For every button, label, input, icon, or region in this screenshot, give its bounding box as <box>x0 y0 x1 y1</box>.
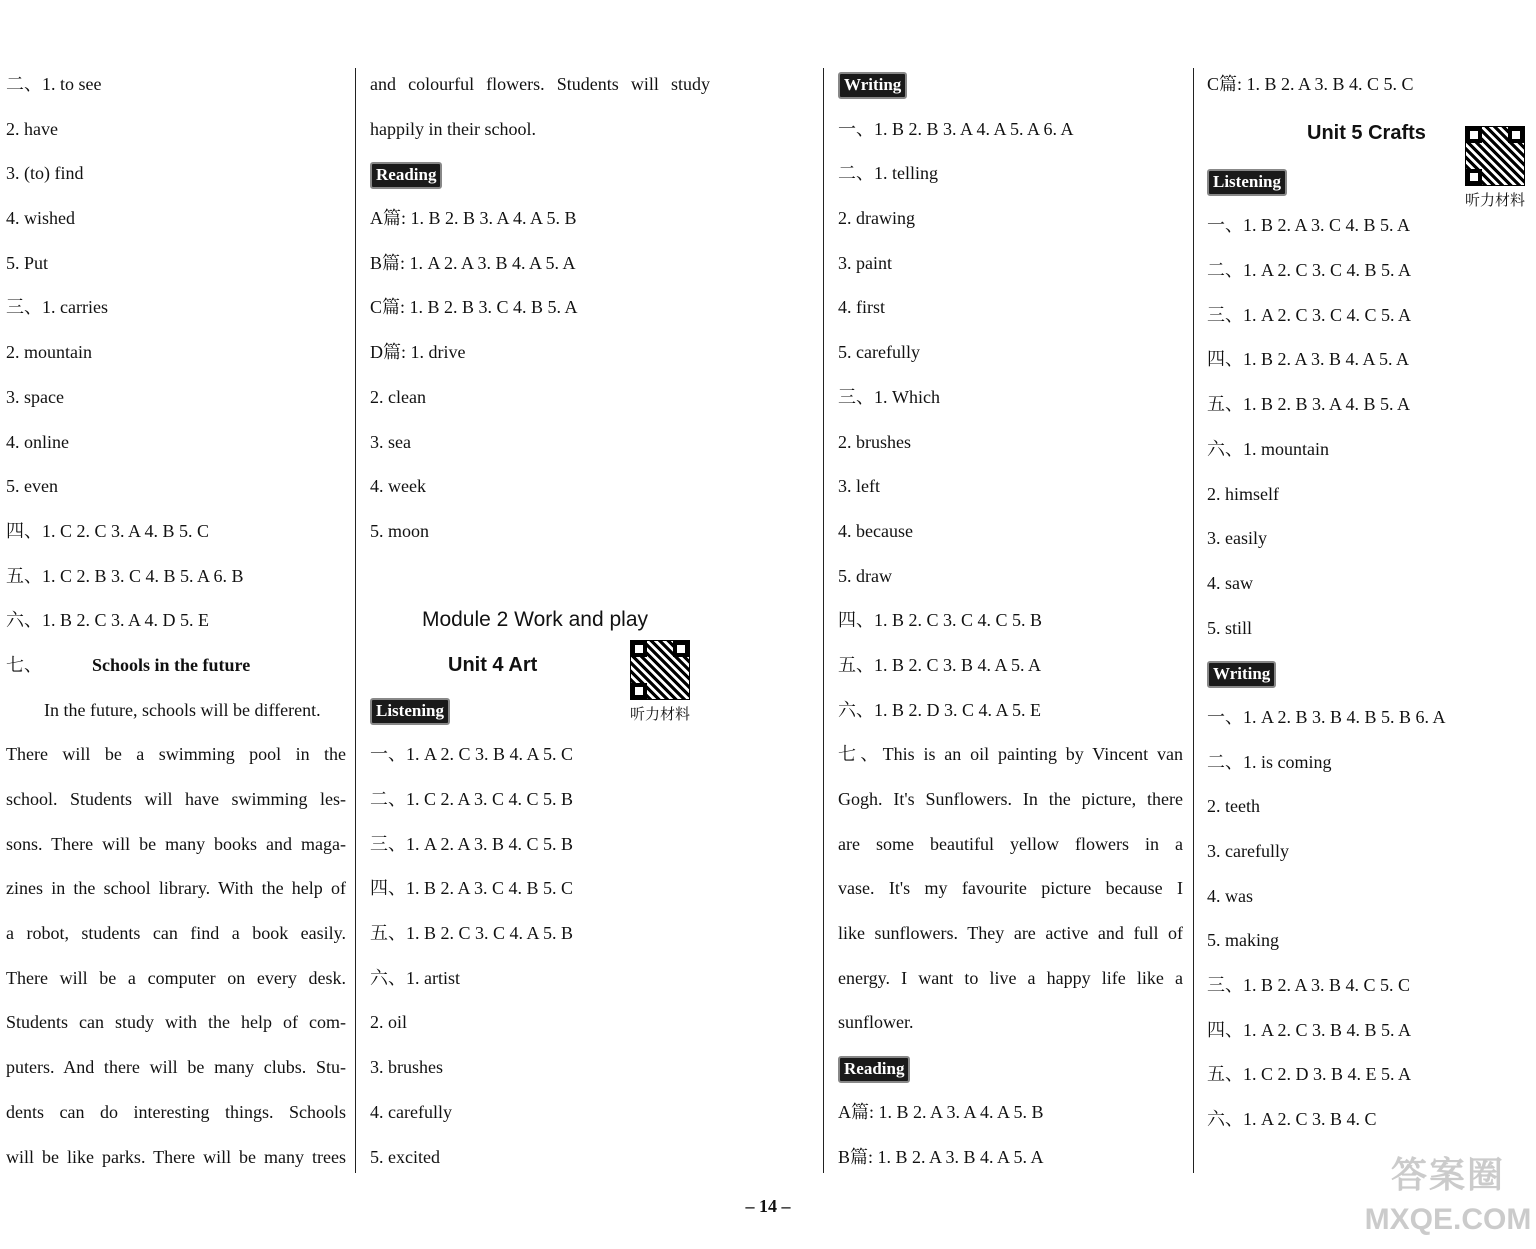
answer-column-2 <box>370 62 710 1179</box>
answer-line <box>6 285 346 330</box>
answer-line <box>370 330 710 375</box>
answer-text: 3. left <box>838 476 880 497</box>
answer-text: are some beautiful yellow flowers in a <box>838 833 1183 854</box>
answer-text: A篇: 1. B 2. B 3. A 4. A 5. B <box>370 208 577 229</box>
answer-text: 5. still <box>1207 617 1253 638</box>
answer-text: 2. mountain <box>6 342 92 363</box>
answer-text: 一、1. A 2. C 3. B 4. A 5. C <box>370 744 574 765</box>
answer-text: 4. because <box>838 520 913 541</box>
answer-line <box>6 688 346 733</box>
answer-line <box>1207 695 1532 740</box>
answer-text: 2. himself <box>1207 483 1279 504</box>
answer-text: C篇: 1. B 2. B 3. C 4. B 5. A <box>370 297 578 318</box>
answer-line <box>370 1000 710 1045</box>
answer-text: 3. space <box>6 386 64 407</box>
qr-label: 听力材料 <box>1465 191 1526 209</box>
answer-text: 4. first <box>838 297 885 318</box>
answer-text: 3. (to) find <box>6 163 84 184</box>
answer-line <box>370 822 710 867</box>
answer-line <box>6 956 346 1001</box>
answer-text: dents can do interesting things. Schools <box>6 1101 346 1122</box>
section-tag: Writing <box>1207 661 1276 688</box>
answer-line <box>370 1090 710 1135</box>
answer-text: a robot, students can find a book easily. <box>6 923 346 944</box>
answer-text: 四、1. A 2. C 3. B 4. B 5. A <box>1207 1019 1412 1040</box>
answer-line <box>6 822 346 867</box>
answer-line <box>838 420 1183 465</box>
answer-line <box>370 285 710 330</box>
answer-column-1 <box>6 62 346 1179</box>
answer-line <box>1207 1052 1532 1097</box>
answer-text: 4. online <box>6 431 69 452</box>
answer-text: 2. teeth <box>1207 796 1260 817</box>
answer-text: 二、1. is coming <box>1207 751 1332 772</box>
section-heading <box>370 151 710 196</box>
answer-line <box>1207 829 1532 874</box>
column-divider <box>823 68 824 1173</box>
answer-text: sunflower. <box>838 1012 914 1033</box>
answer-text: 五、1. C 2. B 3. C 4. B 5. A 6. B <box>6 565 244 586</box>
answer-line <box>370 464 710 509</box>
column-divider <box>355 68 356 1173</box>
answer-line <box>370 1135 710 1180</box>
answer-text: 一、1. B 2. A 3. C 4. B 5. A <box>1207 215 1411 236</box>
answer-text: 3. sea <box>370 431 411 452</box>
answer-line <box>1207 784 1532 829</box>
answer-line <box>370 509 710 554</box>
listening-qr-code[interactable] <box>630 640 690 724</box>
answer-text: 3. brushes <box>370 1057 443 1078</box>
section-tag: Listening <box>1207 169 1287 196</box>
answer-text: 三、1. B 2. A 3. B 4. C 5. C <box>1207 975 1411 996</box>
answer-line <box>6 1090 346 1135</box>
answer-text: 4. week <box>370 476 426 497</box>
answer-line <box>1207 293 1532 338</box>
answer-text: 四、1. B 2. A 3. C 4. B 5. C <box>370 878 574 899</box>
answer-text: and colourful flowers. Students will study <box>370 74 710 94</box>
answer-text: 一、1. A 2. B 3. B 4. B 5. B 6. A <box>1207 706 1446 727</box>
answer-text: 3. easily <box>1207 528 1267 549</box>
answer-text: 二、1. telling <box>838 163 938 184</box>
answer-text: 2. oil <box>370 1012 408 1033</box>
answer-text: sons. There will be many books and maga- <box>6 833 346 854</box>
answer-text: 二、1. A 2. C 3. C 4. B 5. A <box>1207 260 1412 281</box>
answer-text: 六、1. B 2. D 3. C 4. A 5. E <box>838 699 1042 720</box>
answer-line <box>370 62 710 107</box>
answer-text: C篇: 1. B 2. A 3. B 4. C 5. C <box>1207 74 1414 94</box>
answer-text: 3. paint <box>838 252 892 273</box>
answer-line <box>6 1135 346 1180</box>
section-tag: Reading <box>370 162 442 189</box>
answer-line <box>6 420 346 465</box>
answer-line <box>6 1000 346 1045</box>
answer-line <box>370 1045 710 1090</box>
answer-text: 2. brushes <box>838 431 911 452</box>
answer-text: A篇: 1. B 2. A 3. A 4. A 5. B <box>838 1101 1044 1122</box>
answer-line <box>6 330 346 375</box>
answer-line <box>838 688 1183 733</box>
answer-line <box>838 911 1183 956</box>
module-title: Module 2 Work and play <box>421 608 649 632</box>
answer-line <box>838 866 1183 911</box>
answer-line <box>370 241 710 286</box>
answer-text: 六、1. B 2. C 3. A 4. D 5. E <box>6 610 210 631</box>
answer-line <box>6 151 346 196</box>
answer-text: will be like parks. There will be many trees <box>6 1146 346 1167</box>
answer-line <box>6 196 346 241</box>
answer-text: 2. clean <box>370 386 426 407</box>
answer-line <box>838 330 1183 375</box>
answer-line <box>838 107 1183 152</box>
answer-text: vase. It's my favourite picture because I <box>838 878 1183 899</box>
answer-text: zines in the school library. With the help of <box>6 878 346 899</box>
answer-line <box>6 464 346 509</box>
answer-text: 五、1. B 2. B 3. A 4. B 5. A <box>1207 394 1411 415</box>
answer-text: 一、1. B 2. B 3. A 4. A 5. A 6. A <box>838 118 1074 139</box>
answer-line <box>6 1045 346 1090</box>
section-heading <box>838 1045 1183 1090</box>
section-heading <box>838 62 1183 107</box>
answer-text: 七、 <box>6 654 42 675</box>
answer-line <box>838 196 1183 241</box>
answer-text: 五、1. B 2. C 3. B 4. A 5. A <box>838 654 1042 675</box>
answer-line <box>6 598 346 643</box>
answer-line <box>6 62 346 107</box>
listening-qr-code[interactable] <box>1465 126 1525 210</box>
answer-line <box>838 464 1183 509</box>
answer-line <box>838 598 1183 643</box>
answer-line <box>1207 337 1532 382</box>
answer-line <box>6 375 346 420</box>
answer-text: puters. And there will be many clubs. Stu- <box>6 1057 346 1078</box>
answer-line <box>838 643 1183 688</box>
answer-text: Gogh. It's Sunflowers. In the picture, there <box>838 789 1183 809</box>
answer-text: 三、1. Which <box>838 386 940 407</box>
answer-text: B篇: 1. B 2. A 3. B 4. A 5. A <box>838 1146 1044 1167</box>
answer-text: energy. I want to live a happy life like a <box>838 967 1183 988</box>
answer-text: 2. drawing <box>838 208 915 229</box>
answer-line <box>1207 472 1532 517</box>
answer-text: 5. making <box>1207 930 1279 951</box>
answer-line <box>6 107 346 152</box>
answer-text: 4. was <box>1207 885 1253 906</box>
answer-text: 4. carefully <box>370 1101 452 1122</box>
answer-text: 四、1. B 2. C 3. C 4. C 5. B <box>838 610 1043 631</box>
answer-line <box>1207 248 1532 293</box>
answer-line <box>6 241 346 286</box>
answer-text: happily in their school. <box>370 118 536 139</box>
answer-line <box>370 911 710 956</box>
answer-line <box>1207 62 1532 107</box>
answer-text: 五、1. B 2. C 3. C 4. A 5. B <box>370 923 574 944</box>
answer-text: 六、1. A 2. C 3. B 4. C <box>1207 1109 1377 1130</box>
answer-line <box>370 732 710 777</box>
answer-line <box>1207 963 1532 1008</box>
answer-line <box>1207 203 1532 248</box>
answer-line <box>6 732 346 777</box>
section-tag: Listening <box>370 698 450 725</box>
answer-text: 5. moon <box>370 520 430 541</box>
answer-text: 2. have <box>6 118 58 139</box>
answer-line <box>838 1090 1183 1135</box>
answer-text: 二、1. to see <box>6 74 102 94</box>
unit-title: Unit 4 Art <box>448 653 538 676</box>
answer-text: 四、1. C 2. C 3. A 4. B 5. C <box>6 520 210 541</box>
answer-line <box>1207 427 1532 472</box>
answer-text: 5. draw <box>838 565 892 586</box>
answer-line <box>6 911 346 956</box>
answer-line <box>370 866 710 911</box>
answer-text: 四、1. B 2. A 3. B 4. A 5. A <box>1207 349 1410 370</box>
unit5-title: Unit 5 Crafts <box>1307 121 1426 144</box>
answer-line <box>1207 606 1532 651</box>
answer-text: 三、1. A 2. A 3. B 4. C 5. B <box>370 833 574 854</box>
answer-line <box>6 509 346 554</box>
page-number: – 14 – <box>745 1196 791 1216</box>
column-divider <box>1193 68 1194 1173</box>
answer-column-4 <box>1207 62 1532 1142</box>
answer-line <box>838 1000 1183 1045</box>
answer-text: 五、1. C 2. D 3. B 4. E 5. A <box>1207 1064 1412 1085</box>
answer-line <box>838 822 1183 867</box>
answer-line <box>838 777 1183 822</box>
answer-text: 3. carefully <box>1207 841 1289 861</box>
answer-text: In the future, schools will be different. <box>44 699 321 720</box>
answer-text: 5. excited <box>370 1146 440 1167</box>
answer-line <box>1207 1008 1532 1053</box>
answer-line <box>6 866 346 911</box>
answer-text: 4. wished <box>6 208 75 229</box>
qr-code-icon <box>630 640 690 700</box>
answer-text: Students can study with the help of com- <box>6 1012 346 1033</box>
answer-line <box>838 285 1183 330</box>
answer-text: 二、1. C 2. A 3. C 4. C 5. B <box>370 789 574 809</box>
answer-line <box>1207 382 1532 427</box>
answer-line <box>370 107 710 152</box>
answer-text: 六、1. artist <box>370 967 460 988</box>
answer-line <box>6 554 346 599</box>
watermark: 答案圈 MXQE.COM <box>1364 1154 1532 1236</box>
answer-text: like sunflowers. They are active and full of <box>838 923 1183 944</box>
answer-line <box>1207 1097 1532 1142</box>
qr-label: 听力材料 <box>630 705 691 723</box>
section-tag: Writing <box>838 72 907 99</box>
answer-text: D篇: 1. drive <box>370 342 466 363</box>
answer-line <box>838 509 1183 554</box>
answer-text: There will be a swimming pool in the <box>6 744 346 765</box>
answer-line <box>1207 874 1532 919</box>
answer-line <box>838 151 1183 196</box>
answer-line <box>838 1135 1183 1180</box>
answer-line <box>6 643 346 688</box>
answer-line <box>838 732 1183 777</box>
answer-text: 5. Put <box>6 252 49 273</box>
answer-text: B篇: 1. A 2. A 3. B 4. A 5. A <box>370 252 576 273</box>
answer-line <box>838 956 1183 1001</box>
answer-text: 5. carefully <box>838 342 920 363</box>
answer-text: 三、1. A 2. C 3. C 4. C 5. A <box>1207 304 1412 325</box>
essay-title: Schools in the future <box>92 654 251 675</box>
answer-text: 六、1. mountain <box>1207 438 1329 459</box>
section-heading <box>1207 650 1532 695</box>
answer-column-3 <box>838 62 1183 1179</box>
answer-text: There will be a computer on every desk. <box>6 967 346 988</box>
answer-text: 4. saw <box>1207 572 1253 593</box>
answer-line <box>6 777 346 822</box>
answer-line <box>1207 918 1532 963</box>
answer-line <box>370 777 710 822</box>
answer-text: 三、1. carries <box>6 297 108 318</box>
answer-line <box>370 956 710 1001</box>
section-tag: Reading <box>838 1056 910 1083</box>
answer-line <box>1207 516 1532 561</box>
answer-line <box>1207 561 1532 606</box>
answer-text: school. Students will have swimming les- <box>6 789 346 809</box>
answer-line <box>370 375 710 420</box>
answer-line <box>370 420 710 465</box>
answer-line <box>1207 740 1532 785</box>
qr-code-icon <box>1465 126 1525 186</box>
answer-line <box>838 241 1183 286</box>
answer-text: 5. even <box>6 476 58 497</box>
answer-line <box>838 554 1183 599</box>
answer-line <box>838 375 1183 420</box>
answer-line <box>370 196 710 241</box>
answer-text: 七、This is an oil painting by Vincent van <box>838 744 1183 765</box>
